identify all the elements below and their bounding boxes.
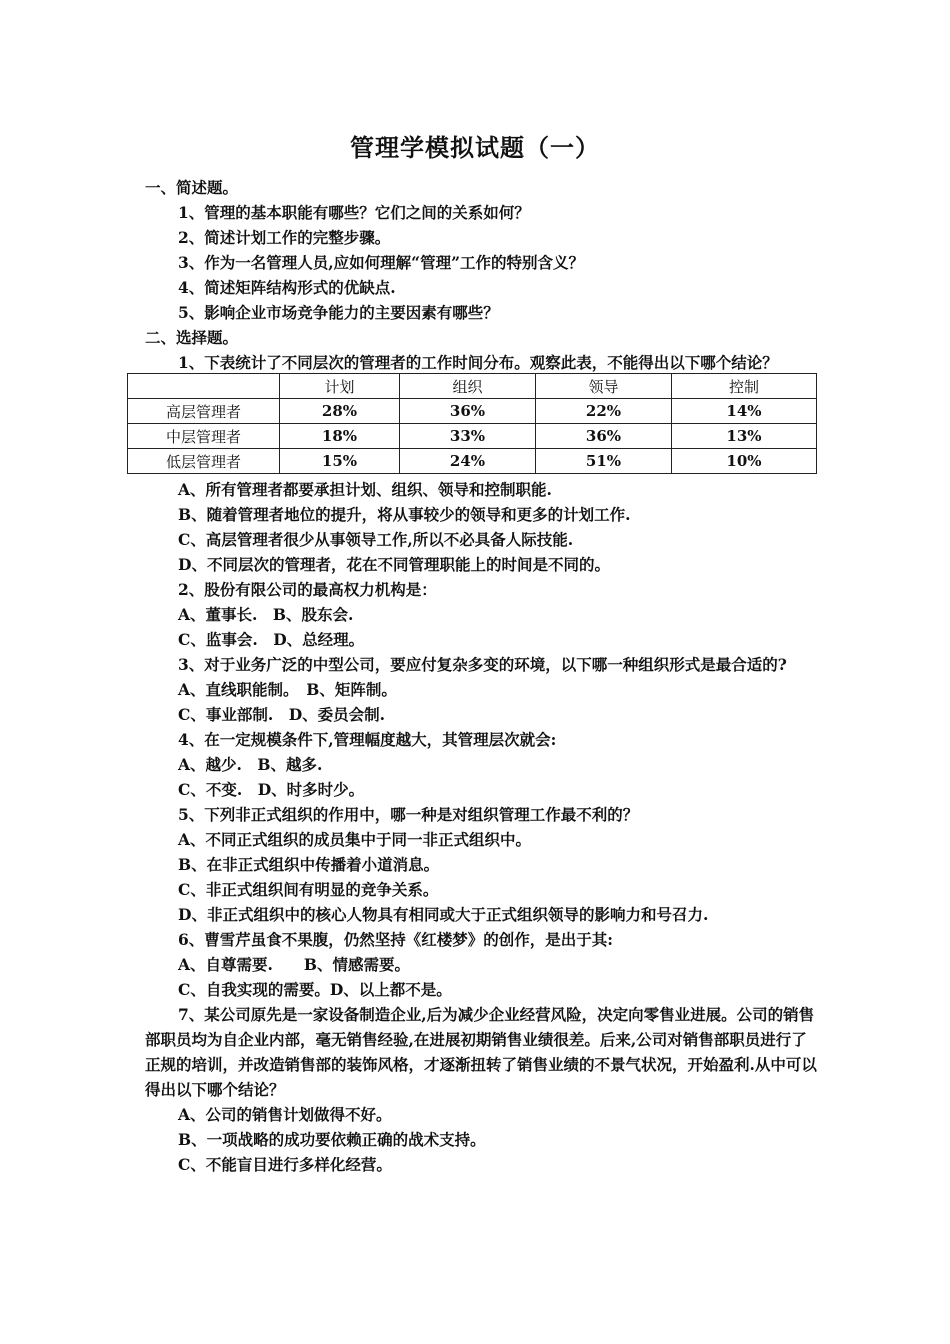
question-item: 4、简述矩阵结构形式的优缺点. bbox=[178, 278, 396, 297]
question-stem: 5、下列非正式组织的作用中，哪一种是对组织管理工作最不利的？ bbox=[178, 805, 639, 824]
table-cell: 33% bbox=[400, 424, 536, 449]
table-cell: 51% bbox=[536, 449, 672, 474]
answer-option: B、随着管理者地位的提升，将从事较少的领导和更多的计划工作. bbox=[178, 505, 631, 524]
table-row bbox=[128, 449, 817, 474]
table-cell: 24% bbox=[400, 449, 536, 474]
question-item: 1、管理的基本职能有哪些？它们之间的关系如何？ bbox=[178, 203, 530, 222]
answer-option: C、监事会. D、总经理。 bbox=[178, 630, 365, 649]
answer-option: D、非正式组织中的核心人物具有相同或大于正式组织领导的影响力和号召力. bbox=[178, 905, 709, 924]
time-distribution-table bbox=[127, 373, 817, 474]
row-label-cell: 高层管理者 bbox=[128, 399, 280, 424]
answer-option: C、不能盲目进行多样化经营。 bbox=[178, 1155, 392, 1174]
question-stem: 6、曹雪芹虽食不果腹，仍然坚持《红楼梦》的创作，是出于其: bbox=[178, 930, 614, 949]
table-header-cell: 组织 bbox=[400, 374, 536, 399]
section-heading: 二、选择题。 bbox=[145, 328, 239, 347]
answer-option: D、不同层次的管理者，花在不同管理职能上的时间是不同的。 bbox=[178, 555, 610, 574]
table-cell: 10% bbox=[672, 449, 817, 474]
answer-option: C、自我实现的需要。D、以上都不是。 bbox=[178, 980, 452, 999]
answer-option: C、高层管理者很少从事领导工作,所以不必具备人际技能. bbox=[178, 530, 574, 549]
table-header-cell: 计划 bbox=[280, 374, 400, 399]
row-label-cell: 低层管理者 bbox=[128, 449, 280, 474]
answer-option: C、不变. D、时多时少。 bbox=[178, 780, 365, 799]
answer-option: B、在非正式组织中传播着小道消息。 bbox=[178, 855, 440, 874]
question-stem: 3、对于业务广泛的中型公司，要应付复杂多变的环境，以下哪一种组织形式是最合适的? bbox=[178, 655, 787, 674]
question-item: 5、影响企业市场竞争能力的主要因素有哪些？ bbox=[178, 303, 499, 322]
page-title: 管理学模拟试题（一） bbox=[350, 134, 600, 162]
question-stem: 7、某公司原先是一家设备制造企业,后为减少企业经营风险，决定向零售业进展。公司的销售部职员均为自企业内部，毫无销售经验,在进展初期销售业绩很差。后来,公司对销售部职员进行了正规的培训，并改造销售部的装饰风格，才逐渐扭转了销售业绩的不景气状况，开始盈利.从中可以得出以下哪个结论？ bbox=[145, 1005, 817, 1099]
table-row bbox=[128, 424, 817, 449]
answer-option: A、越少. B、越多. bbox=[178, 755, 323, 774]
table-header-cell: 领导 bbox=[536, 374, 672, 399]
answer-option: A、所有管理者都要承担计划、组织、领导和控制职能. bbox=[178, 480, 552, 499]
table-header-row bbox=[128, 374, 817, 399]
question-item: 3、作为一名管理人员,应如何理解“管理”工作的特别含义？ bbox=[178, 253, 585, 272]
table-cell: 18% bbox=[280, 424, 400, 449]
answer-option: A、直线职能制。 B、矩阵制。 bbox=[178, 680, 397, 699]
answer-option: C、非正式组织间有明显的竞争关系。 bbox=[178, 880, 439, 899]
answer-option: A、不同正式组织的成员集中于同一非正式组织中。 bbox=[178, 830, 532, 849]
row-label-cell: 中层管理者 bbox=[128, 424, 280, 449]
table-cell: 36% bbox=[536, 424, 672, 449]
table-cell: 15% bbox=[280, 449, 400, 474]
table-cell: 14% bbox=[672, 399, 817, 424]
section-heading: 一、简述题。 bbox=[145, 178, 239, 197]
table-cell: 36% bbox=[400, 399, 536, 424]
table-row bbox=[128, 399, 817, 424]
answer-option: B、一项战略的成功要依赖正确的战术支持。 bbox=[178, 1130, 486, 1149]
table-cell: 28% bbox=[280, 399, 400, 424]
answer-option: A、董事长. B、股东会. bbox=[178, 605, 354, 624]
table-header-cell: 控制 bbox=[672, 374, 817, 399]
table-header-cell bbox=[128, 374, 280, 399]
section-multiple-choice bbox=[145, 477, 817, 1177]
section-short-answer bbox=[145, 175, 817, 375]
table-cell: 22% bbox=[536, 399, 672, 424]
answer-option: A、自尊需要. B、情感需要。 bbox=[178, 955, 411, 974]
answer-option: C、事业部制. D、委员会制. bbox=[178, 705, 386, 724]
question-stem: 1、下表统计了不同层次的管理者的工作时间分布。观察此表，不能得出以下哪个结论？ bbox=[178, 353, 778, 372]
question-stem: 4、在一定规模条件下,管理幅度越大，其管理层次就会: bbox=[178, 730, 557, 749]
table-cell: 13% bbox=[672, 424, 817, 449]
question-stem: 2、股份有限公司的最高权力机构是： bbox=[178, 580, 437, 599]
answer-option: A、公司的销售计划做得不好。 bbox=[178, 1105, 392, 1124]
question-item: 2、简述计划工作的完整步骤。 bbox=[178, 228, 391, 247]
